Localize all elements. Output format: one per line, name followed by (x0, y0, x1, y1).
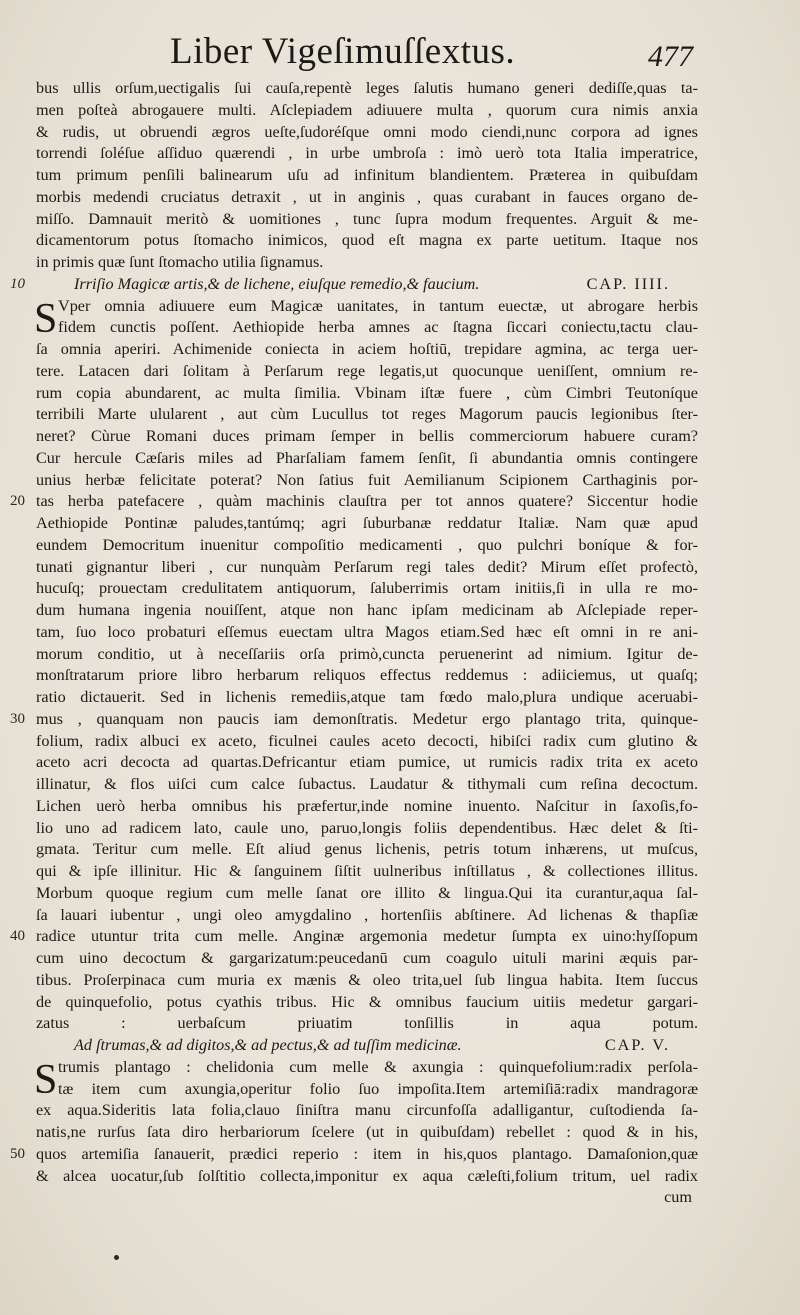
text-line: terribili Marte ulularent , aut cùm Lucullus tot reges Magorum paucis legionibus ſter- (36, 405, 698, 424)
text-line: & rudis, ut obruendi ægros ueſte,ſudoréſque omni modo ciendi,nunc corpora ad ignes (36, 122, 698, 141)
text-line: S trumis plantago : chelidonia cum melle & axungia : quinquefolium:radix perſola- (34, 1056, 698, 1103)
text-line: natis,ne rurſus ſata diro herbariorum ſcelere (ut in quibuſdam) rebellet : quod & in his, (36, 1123, 698, 1141)
text-line: gmata. Teritur cum melle. Eſt aliud genus lichenis, petris totum inhærens, ut muſcus, (36, 840, 698, 859)
line-number: 30 (10, 710, 25, 727)
drop-initial: S (34, 1056, 58, 1103)
text-line: eundem Democritum inuenitur compoſitio medicamenti , quo pulchri boníque & for- (36, 535, 698, 554)
text-line: neret? Cùrue Romani duces primam ſemper in bellis commerciorum habuere curam? (36, 427, 698, 445)
text-line: & alcea uocatur,ſub ſolſtitio collecta,imponitur ex aqua cæleſti,folium tritum, uel radix (36, 1166, 698, 1185)
text-line: tam, ſuo loco probaturi eſſemus euectam ultra Magos etiam.Sed hæc eſt omni in re ani- (36, 622, 698, 641)
text-line: qui & ipſe illinitur. Hic & ſanguinem ſiſtit uulneribus inſtillatus , & collectiones illitus. (36, 862, 698, 880)
text-line: illinatur, & flos uiſci cum calce ſubactus. Laudatur & tithymali cum reſina decoctum. (36, 775, 698, 793)
chapter-title: Irriſio Magicæ artis,& de lichene, eiuſque remedio,& faucium. (74, 274, 480, 293)
catchword: cum (664, 1188, 692, 1207)
body-text (10, 78, 698, 1209)
text-line: lio uno ad radicem lato, caule uno, paruo,longis foliis dependentibus. Hæc delet & ſti- (36, 818, 698, 837)
text-line: ſa omnia aperiri. Achimenide coniecta in aciem hoſtiū, trepidare agmina, ac terga uer- (36, 340, 698, 358)
page-header (0, 30, 800, 82)
text-line: tum primum penſili balinearum uſu ad infinitum blandientem. Præterea in quibuſdam (36, 166, 698, 184)
chapter-heading (10, 274, 698, 296)
running-title: Liber Vigeſimuſſextus. (170, 31, 516, 72)
text-line: in primis quæ ſunt ſtomacho utilia ſignamus. (36, 253, 324, 271)
text-line: 40 radice utuntur trita cum melle. Anginæ argemonia medetur ſumpta ex uino:hyſſopum (36, 926, 698, 948)
text-line: morbis medendi cruciatus detraxit , ut in anginis , quas curabant in fauces organo de- (36, 187, 698, 206)
chapter-number: CAP. V. (604, 1036, 670, 1054)
text-line: ex aqua.Sideritis lata folia,clauo ſiniſtra manu circunfoſſa adalligantur, cuſtodienda ſa- (36, 1101, 698, 1120)
line-number: 50 (10, 1145, 25, 1162)
text-line: Cur hercule Cæſaris miles ad Pharſaliam famem ſenſit, ſi abundantia omnis contingere (36, 448, 698, 467)
text-line: hucuſq; prouectam credulitatem antiquorum, ſaluberrimis ortam initiis,ſi in ulla re mo- (36, 579, 698, 598)
text-line: torrendi ſoléſue aſſiduo quærendi , in urbe umbroſa : imò uerò tota Italia imperatrice, (36, 144, 698, 163)
text-line: tibus. Proſerpinaca cum muria ex mænis & oleo trita,uel ſub lingua habita. Item ſuccus (36, 970, 698, 989)
chapter-number: CAP. IIII. (586, 274, 670, 293)
text-line: morum conditio, ut à neceſſariis orſa primò,cuncta peruenerint ad nimium. Igitur de- (36, 644, 698, 663)
text-line: men poſteà abrogauere multi. Aſclepiadem adiuuere multa , quorum cura nimis anxia (36, 100, 698, 119)
text-line: S Vper omnia adiuuere eum Magicæ uanitates, in tantum euectæ, ut abrogare herbis (34, 295, 698, 342)
text-line: Lichen uerò herba omnibus his præfertur,inde nomine inuento. Naſcitur in ſaxoſis,fo- (36, 796, 698, 815)
text-line: monſtratarum priore libro herbarum reliquos effectus reddemus : adiiciemus, ut quaſq; (36, 666, 698, 685)
text-line: Aethiopide Pontinæ paludes,tantúmq; agri ſuburbanæ reddatur Italiæ. Nam quæ apud (36, 514, 698, 532)
text-line: zatus : uerbaſcum priuatim tonſillis in aqua potum. (36, 1014, 698, 1033)
text-line: fidem cunctis poſſent. Aethiopide herba amnes ac ſtagna ſiccari coniectu,tactu clau- (58, 318, 698, 337)
text-line: cum uino decoctum & gargarizatum:peucedanū cum coagulo uituli marini æquis par- (36, 949, 698, 967)
text-line: 20 tas herba patefacere , quàm machinis clauſtra per tot annos quatere? Siccentur hodie (36, 491, 698, 513)
line-number: 10 (10, 275, 25, 292)
text-line: miſſo. Damnauit meritò & uomitiones , tunc ſupra modum frequentes. Arguit & me- (36, 209, 698, 228)
drop-initial: S (34, 295, 58, 342)
text-line: dum humana ingenia nouiſſent, atque non hanc ipſam medicinam ab Aſclepiade reper- (36, 601, 698, 619)
text-line: 50 quos artemiſia ſanauerit, prædici reperio : item in his,quos plantago. Damaſonion,quæ (36, 1144, 698, 1166)
chapter-title: Ad ſtrumas,& ad digitos,& ad pectus,& ad tuſſim medicinæ. (74, 1036, 462, 1054)
text-line: folium, radix albuci ex aceto, ficulnei caules aceto decocti, hibiſci radix cum glutino & (36, 731, 698, 750)
initial-v: V (58, 296, 70, 315)
text-line: 30 mus , quanquam non paucis iam demonſtratis. Medetur ergo plantago trita, quinque- (36, 709, 698, 731)
text-line: Morbum quoque regium cum melle ſanat ore illito & lingua.Qui ita curantur,aqua ſal- (36, 883, 698, 902)
text-line: unius herbæ felicitate poterat? Non ſatius fuit Aemilianum Scipionem Carthaginis por- (36, 470, 698, 489)
text-line: aceto acri decocta ad quartas.Defricantur etiam pumice, ut rumicis radix trita ex aceto (36, 753, 698, 772)
text-line: ratio dictauerit. Sed in lichenis remediis,atque tam fœdo malo,plura undique aceruabi- (36, 688, 698, 706)
text-line: ſa lauari iubentur , ungi oleo amygdalino , hortenſiis abſtinere. Ad lichenas & thapſiæ (36, 905, 698, 924)
ink-speck (114, 1255, 119, 1260)
text-line: rum copia abundarent, ac multa ſimilia. Vbinam iſtæ fuere , cùm Cimbri Teutoníque (36, 383, 698, 402)
line-number: 20 (10, 493, 25, 510)
text-line: de quinquefolio, potus cyathis tribus. Hic & omnibus faucium uitiis medetur gargari- (36, 992, 698, 1011)
page-number: 477 (648, 40, 693, 73)
text-line: bus ullis orſum,uectigalis ſui cauſa,repentè leges ſalutis humano generi dediſſe,quas ta- (36, 79, 698, 97)
text-line: dicamentorum potus ſtomacho inimicos, quod eſt magna ex parte uetitum. Itaque nos (36, 231, 698, 250)
text-line: tunati gignantur liberi , cur nunquàm Perſarum regi tales dedit? Mirum eſſet profectò, (36, 557, 698, 576)
chapter-heading (36, 1035, 698, 1057)
text-line: tæ item cum axungia,operitur folio ſuo impoſita.Item artemiſiā:radix mandragoræ (58, 1079, 698, 1098)
line-number: 40 (10, 928, 25, 945)
text-line: tere. Latacen dari ſolitam à Perſarum rege legatis,ut quocunque ueniſſent, omnium re- (36, 361, 698, 380)
